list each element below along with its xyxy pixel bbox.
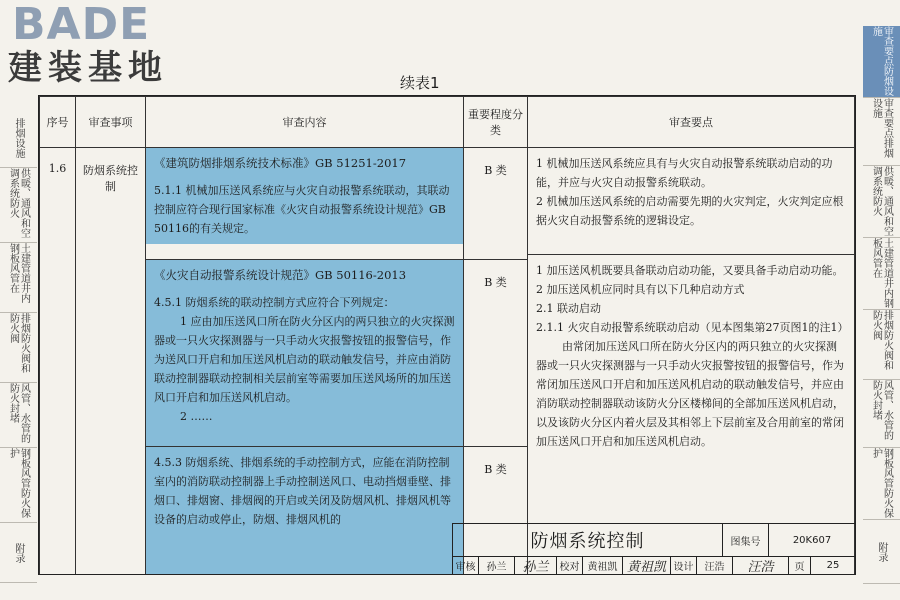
sheet-title: 续表1	[400, 74, 440, 92]
grade-cell: B 类	[464, 148, 528, 260]
left-tab-shaft-duct[interactable]: 土建管道井内钢板风管在	[0, 243, 37, 313]
row-item: 防烟系统控制	[76, 148, 146, 576]
clause-text: 4.5.3 防烟系统、排烟系统的手动控制方式，应能在消防控制室内的消防联动控制器上手动控制送风口、电动挡烟垂壁、排烟口、排烟窗、排烟阀的开启或关闭及防烟风机、排烟风机等设备的启动或停止，防烟、排烟风机的	[154, 456, 451, 526]
right-tab-duct-protection[interactable]: 钢板风管防火保护	[863, 448, 900, 520]
content-block-2	[146, 260, 464, 447]
drawing-title: 防烟系统控制	[530, 531, 645, 552]
right-tab-firestop[interactable]: 风管、水管的防火封堵	[863, 380, 900, 448]
right-section-tabs	[863, 8, 900, 598]
point-text: 1 加压送风机既要具备联动启动功能，又要具备手动启动功能。	[536, 264, 844, 277]
left-tab-firestop[interactable]: 风管、水管的防火封堵	[0, 383, 37, 448]
header-item: 审查事项	[76, 97, 146, 148]
clause-text: 1 应由加压送风口所在防火分区内的两只独立的火灾探测器或一只火灾探测器与一只手动火灾报警按钮的报警信号，作为送风口开启和加压送风机启动的联动触发信号，并应由消防联动控制器联动控制相关层前室等需要加压送风场所的加压送风口开启和加压送风机启动。	[154, 315, 455, 404]
left-tab-fire-damper[interactable]: 排烟防火阀和防火阀	[0, 313, 37, 383]
review-table-frame	[38, 95, 856, 575]
left-tab-duct-protection[interactable]: 钢板风管防火保护	[0, 448, 37, 523]
title-block	[452, 523, 856, 575]
review-label: 审核	[453, 556, 479, 575]
right-tab-fire-damper[interactable]: 排烟防火阀和防火阀	[863, 310, 900, 380]
point-text: 由常闭加压送风口所在防火分区内的两只独立的火灾探测器或一只火灾探测器与一只手动火灾报警按钮的报警信号，作为常闭加压送风口开启和加压送风机启动的联动触发信号，并应由消防联动控制器联动该防火分区楼梯间的全部加压送风机启动，以及该防火分区内着火层及其相邻上下层前室及合用前室的常闭加压送风口开启和加压送风机启动。	[536, 340, 844, 448]
table-row	[40, 148, 855, 260]
point-text: 2.1 联动启动	[536, 302, 601, 315]
content-block-1	[146, 148, 464, 260]
right-tab-shaft-duct[interactable]: 土建管道井内钢板风管在	[863, 238, 900, 310]
designer-signature: 汪浩	[733, 556, 789, 575]
review-table	[39, 96, 855, 575]
reviewer-name: 孙兰	[479, 556, 515, 575]
standard-title: 《建筑防烟排烟系统技术标准》GB 51251-2017	[154, 156, 407, 170]
header-grade: 重要程度分类	[464, 97, 528, 148]
standard-title: 《火灾自动报警系统设计规范》GB 50116-2013	[154, 268, 407, 282]
header-no: 序号	[40, 97, 76, 148]
checker-name: 黄祖凯	[583, 556, 623, 575]
header-content: 审查内容	[146, 97, 464, 148]
point-text: 2 机械加压送风系统的启动需要先期的火灾判定，火灾判定应根据火灾自动报警系统的逻辑设定。	[536, 195, 844, 227]
page-label: 页	[789, 556, 811, 575]
designer-name: 汪浩	[697, 556, 733, 575]
right-tab-appendix[interactable]: 附录	[863, 520, 900, 584]
points-bottom	[528, 255, 854, 457]
point-text: 2.1.1 火灾自动报警系统联动启动（见本图集第27页图1的注1）	[536, 321, 849, 334]
points-top	[528, 148, 854, 255]
check-label: 校对	[557, 556, 583, 575]
reviewer-signature: 孙兰	[515, 556, 557, 575]
clause-text: 4.5.1 防烟系统的联动控制方式应符合下列规定：	[154, 296, 395, 309]
right-tab-hvac-fire[interactable]: 供暖、通风和空调系统防火	[863, 166, 900, 238]
left-tab-smoke-exhaust[interactable]: 排烟设施	[0, 108, 37, 168]
right-tab-smoke-exhaust[interactable]: 审查要点排烟设施	[863, 98, 900, 166]
right-tab-smoke-control-active[interactable]: 审查要点防烟设施	[863, 26, 900, 98]
content-block-3	[146, 447, 464, 576]
left-section-tabs	[0, 8, 37, 598]
atlas-number: 20K607	[792, 534, 832, 546]
point-text: 1 机械加压送风系统应具有与火灾自动报警系统联动启动的功能，并应与火灾自动报警系统联动。	[536, 157, 833, 189]
atlas-label: 图集号	[723, 524, 769, 556]
checker-signature: 黄祖凯	[623, 556, 671, 575]
left-tab-hvac-fire[interactable]: 供暖、通风和空调系统防火	[0, 168, 37, 243]
table-header-row	[40, 97, 855, 148]
logo-subtitle: 建装基地	[8, 48, 168, 88]
clause-text: 2 ……	[180, 410, 213, 423]
point-text: 2 加压送风机应同时具有以下几种启动方式	[536, 283, 745, 296]
header-points: 审查要点	[528, 97, 855, 148]
points-cell	[528, 148, 855, 576]
design-label: 设计	[671, 556, 697, 575]
grade-cell: B 类	[464, 447, 528, 576]
left-tab-appendix[interactable]: 附录	[0, 523, 37, 583]
grade-cell: B 类	[464, 260, 528, 447]
page-number: 25	[826, 560, 840, 571]
clause-text: 5.1.1 机械加压送风系统应与火灾自动报警系统联动，其联动控制应符合现行国家标准《火灾自动报警系统设计规范》GB 50116的有关规定。	[154, 184, 450, 235]
logo-brand: BADE	[12, 0, 151, 50]
row-number: 1.6	[40, 148, 76, 576]
